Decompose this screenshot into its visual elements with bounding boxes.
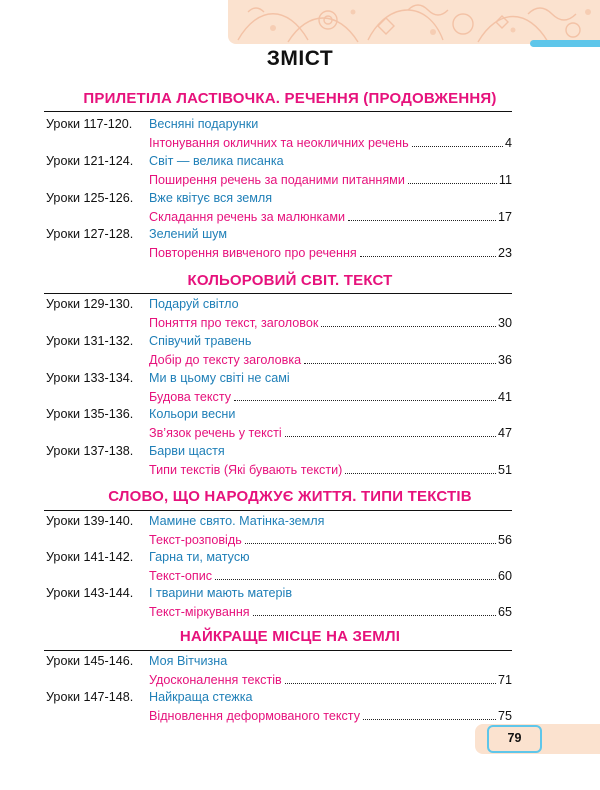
subtopic: Поняття про текст, заголовок	[149, 316, 319, 330]
section-title: СЛОВО, ЩО НАРОДЖУЄ ЖИТТЯ. ТИПИ ТЕКСТІВ	[108, 488, 472, 505]
page-ref: 51	[497, 463, 512, 477]
dot-leader	[363, 718, 496, 720]
lesson-range: Уроки 129-130.	[46, 297, 134, 311]
page-ref: 60	[497, 569, 512, 583]
lesson-range: Уроки 133-134.	[46, 371, 134, 385]
page-ref: 23	[497, 246, 512, 260]
topic-title: Гарна ти, матусю	[149, 550, 250, 564]
toc-entry[interactable]	[46, 334, 516, 374]
section-divider	[44, 111, 512, 112]
section-title: КОЛЬОРОВИЙ СВІТ. ТЕКСТ	[187, 272, 393, 289]
lesson-range: Уроки 125-126.	[46, 191, 134, 205]
toc-entry[interactable]	[46, 297, 516, 337]
dot-leader	[321, 325, 496, 327]
topic-title: Вже квітує вся земля	[149, 191, 273, 205]
dot-leader	[234, 399, 496, 401]
topic-title: Співучий травень	[149, 334, 252, 348]
page-ref: 75	[497, 709, 512, 723]
dot-leader	[245, 542, 496, 544]
lesson-range: Уроки 147-148.	[46, 690, 134, 704]
floral-ornament-icon	[228, 0, 600, 44]
page-ref: 36	[497, 353, 512, 367]
lesson-range: Уроки 137-138.	[46, 444, 134, 458]
toc-entry[interactable]	[46, 117, 516, 157]
lesson-range: Уроки 145-146.	[46, 654, 134, 668]
subtopic: Текст-опис	[149, 569, 213, 583]
topic-title: Барви щастя	[149, 444, 225, 458]
subtopic: Текст-міркування	[149, 605, 250, 619]
subtopic: Удосконалення текстів	[149, 673, 282, 687]
page-ref: 65	[497, 605, 512, 619]
dot-leader	[360, 255, 496, 257]
subtopic: Складання речень за малюнками	[149, 210, 346, 224]
page-ref: 30	[497, 316, 512, 330]
topic-title: Моя Вітчизна	[149, 654, 228, 668]
topic-title: Кольори весни	[149, 407, 236, 421]
toc-entry[interactable]	[46, 654, 516, 694]
subtopic: Зв’язок речень у тексті	[149, 426, 282, 440]
toc-entry[interactable]	[46, 407, 516, 447]
page-ref: 47	[497, 426, 512, 440]
section-title: ПРИЛЕТІЛА ЛАСТІВОЧКА. РЕЧЕННЯ (ПРОДОВЖЕННЯ)	[83, 90, 497, 107]
dot-leader	[408, 182, 497, 184]
topic-title: Світ — велика писанка	[149, 154, 284, 168]
page-ref: 11	[498, 173, 512, 187]
page-title: ЗМІСТ	[266, 47, 334, 70]
toc-entry[interactable]	[46, 227, 516, 267]
topic-title: Весняні подарунки	[149, 117, 259, 131]
section-title: НАЙКРАЩЕ МІСЦЕ НА ЗЕМЛІ	[179, 628, 401, 645]
toc-entry[interactable]	[46, 690, 516, 730]
page-ref: 71	[497, 673, 512, 687]
page-ref: 17	[497, 210, 512, 224]
topic-title: Подаруй світло	[149, 297, 239, 311]
dot-leader	[253, 614, 496, 616]
dot-leader	[348, 219, 496, 221]
toc-entry[interactable]	[46, 444, 516, 484]
section-divider	[44, 650, 512, 651]
toc-entry[interactable]	[46, 154, 516, 194]
toc-entry[interactable]	[46, 586, 516, 626]
subtopic: Повторення вивченого про речення	[149, 246, 357, 260]
lesson-range: Уроки 117-120.	[46, 117, 133, 131]
lesson-range: Уроки 127-128.	[46, 227, 134, 241]
page-ref: 41	[497, 390, 512, 404]
section-divider	[44, 293, 512, 294]
topic-title: Ми в цьому світі не самі	[149, 371, 290, 385]
dot-leader	[285, 435, 496, 437]
lesson-range: Уроки 139-140.	[46, 514, 134, 528]
ornament-band	[228, 0, 600, 44]
page-number: 79	[507, 731, 522, 745]
dot-leader	[412, 145, 503, 147]
toc-entry[interactable]	[46, 550, 516, 590]
lesson-range: Уроки 135-136.	[46, 407, 134, 421]
subtopic: Будова тексту	[149, 390, 232, 404]
lesson-range: Уроки 121-124.	[46, 154, 134, 168]
dot-leader	[215, 578, 496, 580]
dot-leader	[345, 472, 496, 474]
subtopic: Поширення речень за поданими питаннями	[149, 173, 405, 187]
lesson-range: Уроки 143-144.	[46, 586, 134, 600]
toc-entry[interactable]	[46, 514, 516, 554]
subtopic: Добір до тексту заголовка	[149, 353, 302, 367]
page-ref: 4	[504, 136, 512, 150]
page-ref: 56	[497, 533, 512, 547]
topic-title: Мамине свято. Матінка-земля	[149, 514, 325, 528]
toc-entry[interactable]	[46, 371, 516, 411]
topic-title: І тварини мають матерів	[149, 586, 293, 600]
lesson-range: Уроки 131-132.	[46, 334, 134, 348]
subtopic: Типи текстів (Які бувають тексти)	[149, 463, 343, 477]
topic-title: Найкраща стежка	[149, 690, 253, 704]
subtopic: Відновлення деформованого тексту	[149, 709, 360, 723]
dot-leader	[285, 682, 496, 684]
lesson-range: Уроки 141-142.	[46, 550, 134, 564]
subtopic: Інтонування окличних та неокличних речень	[149, 136, 409, 150]
section-divider	[44, 510, 512, 511]
header-accent-bar	[530, 40, 600, 47]
dot-leader	[304, 362, 496, 364]
subtopic: Текст-розповідь	[149, 533, 242, 547]
topic-title: Зелений шум	[149, 227, 227, 241]
toc-entry[interactable]	[46, 191, 516, 231]
